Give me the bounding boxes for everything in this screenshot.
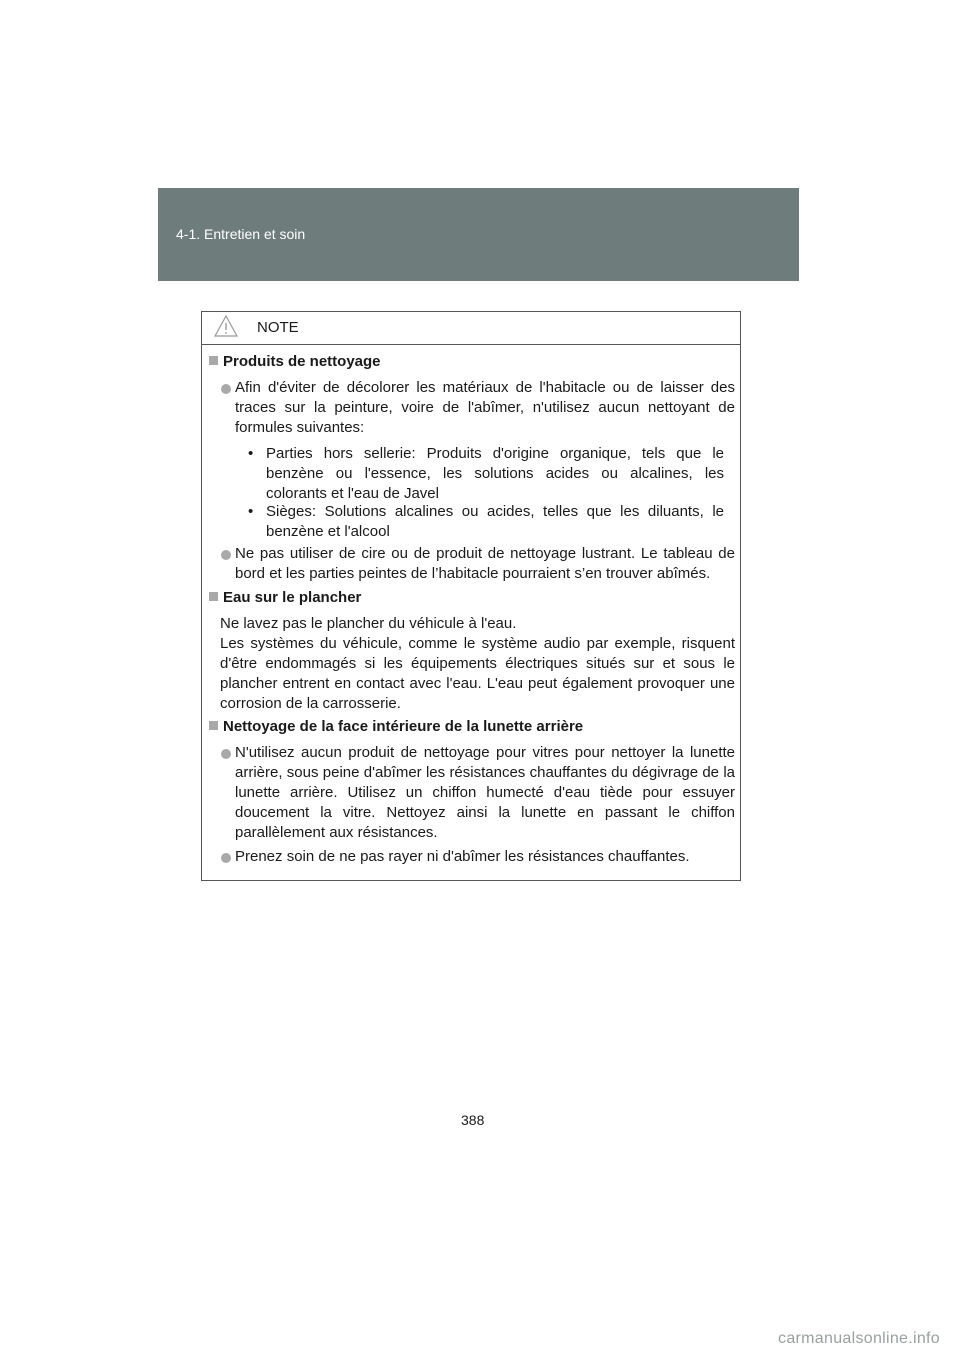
body-text: Les systèmes du véhicule, comme le système audio par exemple, risquent d'être endommagés si les équipements électriques situés sur et sous le plancher entrent en contact avec l'eau. L'eau peut également provoquer une corrosion de la carrosserie. xyxy=(220,635,735,712)
section-title: 4-1. Entretien et soin xyxy=(176,226,306,242)
watermark: carmanualsonline.info xyxy=(778,1330,940,1347)
dash-bullet: • xyxy=(248,445,254,462)
circle-bullet-icon xyxy=(221,749,231,759)
sub-item: • Parties hors sellerie: Produits d'origine organique, tels que le benzène ou l'essence, les solutions acides ou alcalines, les colorants et l'eau de Javel xyxy=(248,445,724,502)
note-header xyxy=(202,312,740,345)
body-text: Ne lavez pas le plancher du véhicule à l'eau. xyxy=(220,615,517,632)
circle-bullet-icon xyxy=(221,550,231,560)
section-heading: Eau sur le plancher xyxy=(209,589,361,606)
circle-bullet-icon xyxy=(221,853,231,863)
square-bullet-icon xyxy=(209,592,218,601)
sub-item: • Sièges: Solutions alcalines ou acides, telles que les diluants, le benzène et l'alcool xyxy=(248,503,724,540)
note-title: NOTE xyxy=(257,319,299,336)
dash-bullet: • xyxy=(248,503,254,520)
section-heading: Produits de nettoyage xyxy=(209,353,381,370)
page-number: 388 xyxy=(461,1112,485,1128)
bullet-text: N'utilisez aucun produit de nettoyage pour vitres pour nettoyer la lunette arrière, sous peine d'abîmer les résistances chauffantes du dégivrage de la lunette arrière. Utilisez un chiffon humecté d'eau tiède pour essuyer doucement la vitre. Nettoyez ainsi la lunette en passant le chiffon parallèlement aux résistances. xyxy=(235,744,735,841)
section-heading: Nettoyage de la face intérieure de la lunette arrière xyxy=(209,718,583,735)
chapter-header-band xyxy=(158,188,799,281)
square-bullet-icon xyxy=(209,356,218,365)
circle-bullet-icon xyxy=(221,384,231,394)
bullet-text: Ne pas utiliser de cire ou de produit de nettoyage lustrant. Le tableau de bord et les parties peintes de l’habitacle pourraient s’en trouver abîmés. xyxy=(235,545,735,582)
square-bullet-icon xyxy=(209,721,218,730)
warning-icon xyxy=(214,314,238,338)
bullet-text: Afin d'éviter de décolorer les matériaux de l'habitacle ou de laisser des traces sur la peinture, voire de l'abîmer, n'utilisez aucun nettoyant de formules suivantes: xyxy=(235,379,735,436)
bullet-text: Prenez soin de ne pas rayer ni d'abîmer les résistances chauffantes. xyxy=(235,848,690,865)
